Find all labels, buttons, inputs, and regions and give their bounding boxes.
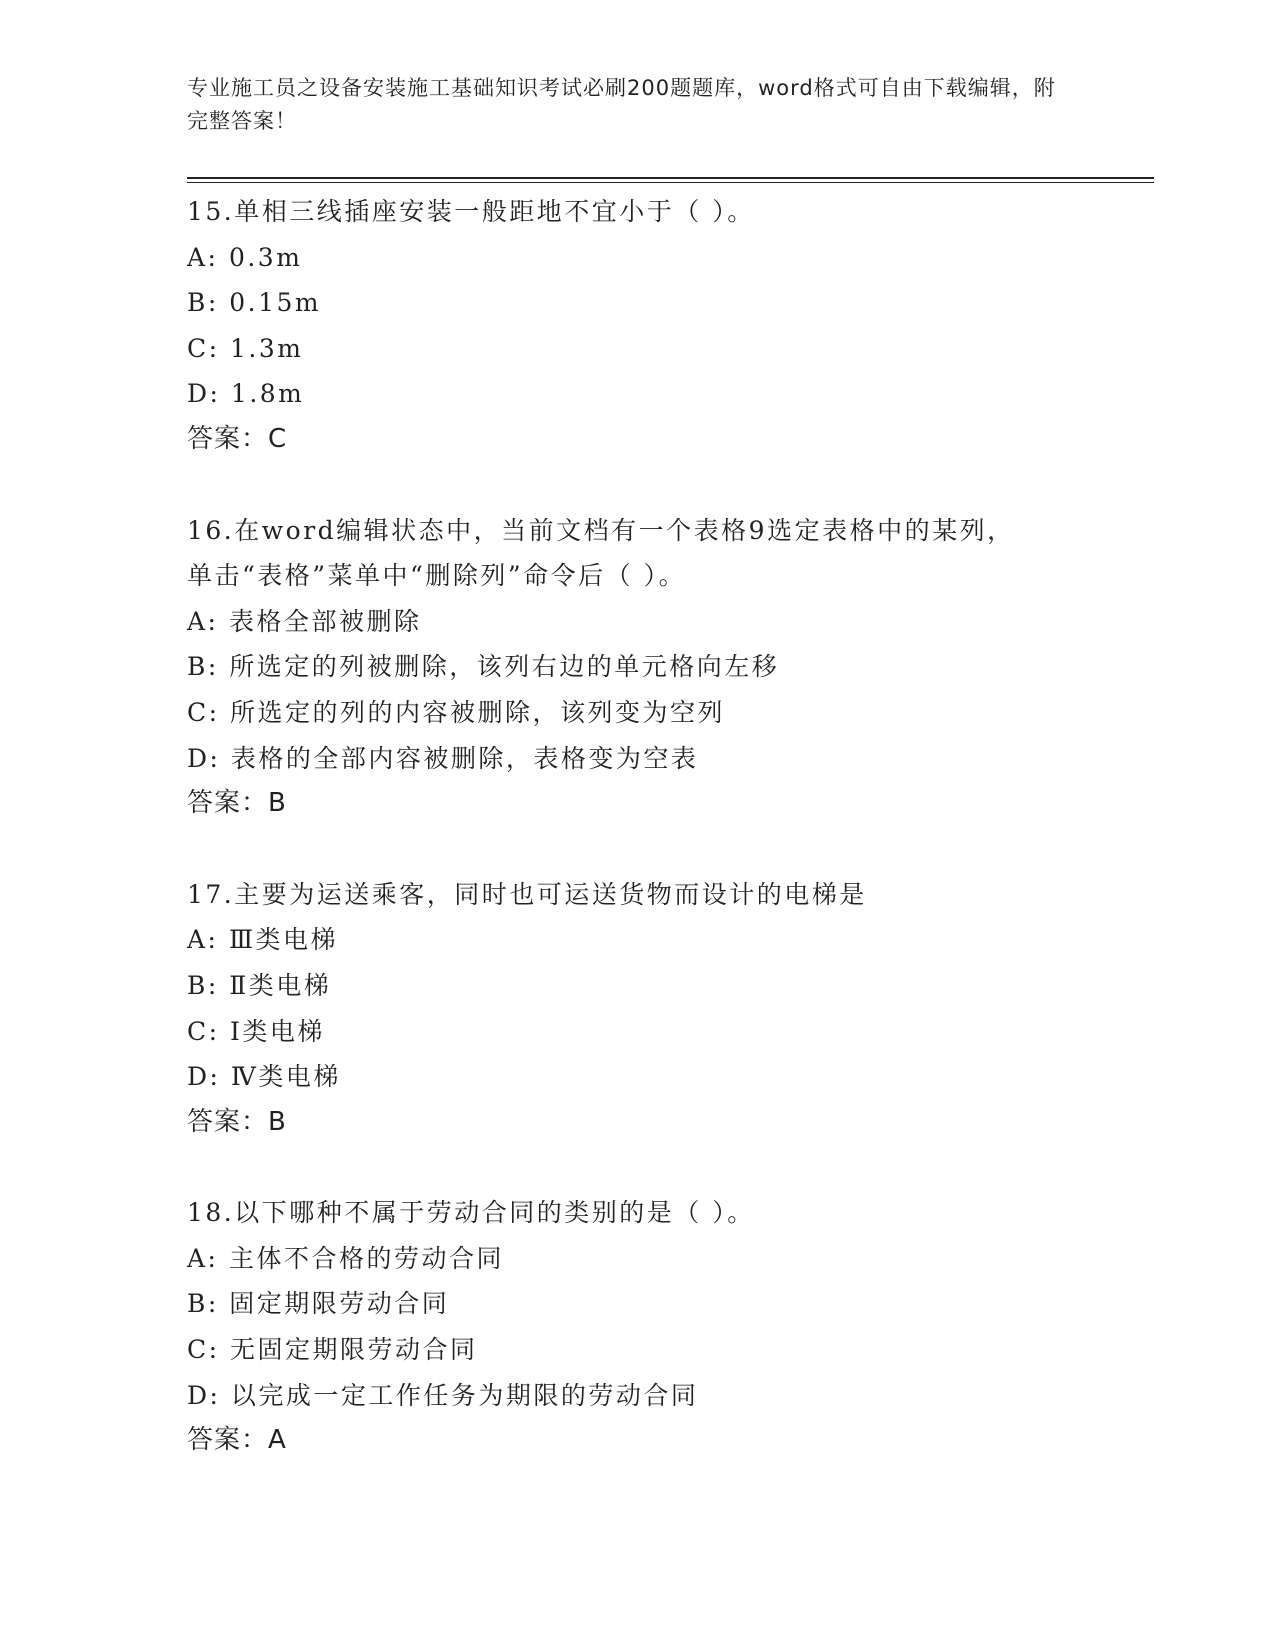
option-d — [187, 371, 1147, 417]
option-key: A: — [187, 606, 219, 636]
question-18 — [187, 1190, 1147, 1464]
option-text: 表格全部被删除 — [228, 606, 422, 636]
header-title: 专业施工员之设备安装施工基础知识考试必刷200题题库，word格式可自由下载编辑，附完整答案！ — [187, 76, 1056, 133]
document-header — [187, 72, 1067, 138]
option-d — [187, 736, 1147, 782]
option-text: 0.3m — [228, 242, 303, 272]
question-stem: 16.在word编辑状态中，当前文档有一个表格9选定表格中的某列， — [187, 515, 1015, 545]
option-key: D: — [187, 379, 221, 409]
answer-line: 答案：C — [187, 423, 288, 454]
question-17 — [187, 872, 1147, 1146]
option-key: B: — [187, 1289, 219, 1319]
question-15 — [187, 189, 1147, 463]
option-a — [187, 917, 1147, 963]
option-a — [187, 1236, 1147, 1282]
option-b — [187, 963, 1147, 1009]
option-key: C: — [187, 333, 220, 363]
option-key: A: — [187, 925, 219, 955]
option-text: 所选定的列的内容被删除，该列变为空列 — [230, 697, 726, 727]
option-key: D: — [187, 743, 221, 773]
option-text: 1.3m — [230, 333, 304, 363]
option-key: C: — [187, 697, 220, 727]
option-text: Ⅲ类电梯 — [228, 925, 339, 955]
option-c — [187, 690, 1147, 736]
option-key: C: — [187, 1016, 220, 1046]
option-text: Ⅰ类电梯 — [230, 1016, 325, 1046]
option-a — [187, 235, 1147, 281]
question-stem-continued: 单击“表格”菜单中“删除列”命令后（ ）。 — [187, 561, 687, 591]
option-text: Ⅳ类电梯 — [230, 1062, 341, 1092]
option-text: 主体不合格的劳动合同 — [228, 1243, 504, 1273]
option-key: B: — [187, 970, 219, 1000]
question-stem: 17.主要为运送乘客，同时也可运送货物而设计的电梯是 — [187, 879, 867, 909]
header-divider-thin — [187, 182, 1154, 183]
option-d — [187, 1373, 1147, 1419]
option-b — [187, 644, 1147, 690]
option-text: 表格的全部内容被删除，表格变为空表 — [230, 743, 699, 773]
option-text: 0.15m — [229, 288, 322, 318]
option-key: A: — [187, 242, 219, 272]
option-b — [187, 280, 1147, 326]
option-key: D: — [187, 1380, 221, 1410]
option-c — [187, 326, 1147, 372]
header-divider-thick — [187, 177, 1154, 179]
option-text: 1.8m — [230, 379, 305, 409]
option-key: D: — [187, 1062, 221, 1092]
option-text: 所选定的列被删除，该列右边的单元格向左移 — [229, 652, 780, 682]
answer-line: 答案：A — [187, 1425, 287, 1456]
option-a — [187, 599, 1147, 645]
answer-line: 答案：B — [187, 788, 287, 819]
question-16 — [187, 508, 1147, 827]
option-text: 固定期限劳动合同 — [229, 1289, 450, 1319]
question-stem: 15.单相三线插座安装一般距地不宜小于（ ）。 — [187, 197, 755, 226]
option-text: Ⅱ类电梯 — [229, 970, 332, 1000]
option-key: C: — [187, 1335, 220, 1365]
option-b — [187, 1281, 1147, 1327]
option-c — [187, 1009, 1147, 1055]
question-list — [187, 189, 1147, 1509]
option-d — [187, 1054, 1147, 1100]
option-c — [187, 1327, 1147, 1373]
option-key: B: — [187, 288, 219, 318]
question-stem: 18.以下哪种不属于劳动合同的类别的是（ ）。 — [187, 1198, 755, 1228]
option-text: 以完成一定工作任务为期限的劳动合同 — [230, 1380, 699, 1410]
option-key: A: — [187, 1243, 219, 1273]
answer-line: 答案：B — [187, 1106, 287, 1137]
option-text: 无固定期限劳动合同 — [230, 1335, 478, 1365]
option-key: B: — [187, 652, 219, 682]
